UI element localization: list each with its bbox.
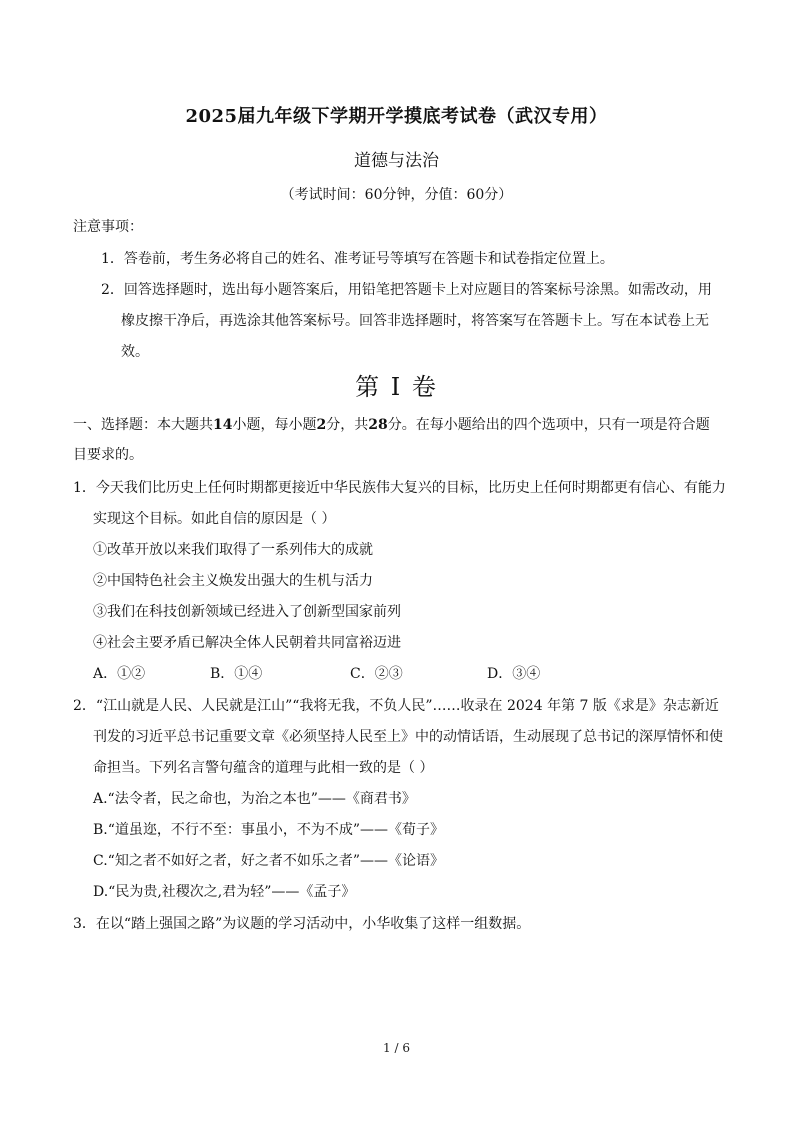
question-2-option-b: B.“道虽迩，不行不至：事虽小，不为不成”——《荀子》 bbox=[93, 822, 445, 838]
question-1-option-c: C．②③ bbox=[350, 666, 403, 682]
subject-title: 道德与法治 bbox=[354, 151, 439, 171]
question-2-line-1: 2．“江山就是人民、人民就是江山”“我将无我，不负人民”……收录在 2024 年第 7 版《求是》杂志新近 bbox=[73, 698, 719, 714]
question-2-option-a: A.“法令者，民之命也，为治之本也”——《商君书》 bbox=[93, 791, 416, 807]
section-1-mid1: 小题，每小题 bbox=[232, 417, 317, 433]
question-1-option-a: A．①② bbox=[93, 666, 146, 682]
score-each: 2 bbox=[316, 417, 327, 433]
question-2-line-2: 刊发的习近平总书记重要文章《必须坚持人民至上》中的动情话语，生动展现了总书记的深厚情怀和使 bbox=[93, 729, 723, 745]
exam-title-year: 2025 bbox=[185, 106, 238, 127]
question-1-statement-1: ①改革开放以来我们取得了一系列伟大的成就 bbox=[93, 542, 373, 558]
notes-heading: 注意事项： bbox=[73, 219, 143, 235]
note-item-2-line-2: 橡皮擦干净后，再选涂其他答案标号。回答非选择题时，将答案写在答题卡上。写在本试卷上无 bbox=[121, 313, 709, 329]
section-1-instructions-line-2: 目要求的。 bbox=[73, 447, 143, 463]
note-item-1: 1．答卷前，考生务必将自己的姓名、准考证号等填写在答题卡和试卷指定位置上。 bbox=[101, 251, 614, 267]
question-1-statement-4: ④社会主要矛盾已解决全体人民朝着共同富裕迈进 bbox=[93, 635, 401, 651]
note-item-2-line-1: 2．回答选择题时，选出每小题答案后，用铅笔把答题卡上对应题目的答案标号涂黑。如需改动，用 bbox=[101, 282, 712, 298]
question-3-line-1: 3．在以“踏上强国之路”为议题的学习活动中，小华收集了这样一组数据。 bbox=[73, 916, 531, 932]
question-count: 14 bbox=[213, 417, 233, 433]
question-1-statement-3: ③我们在科技创新领域已经进入了创新型国家前列 bbox=[93, 604, 401, 620]
question-1-line-2: 实现这个目标。如此自信的原因是（ ） bbox=[93, 511, 336, 527]
exam-title bbox=[0, 102, 793, 128]
exam-info: （考试时间：60分钟，分值：60分） bbox=[280, 187, 513, 203]
question-1-option-d: D．③④ bbox=[487, 666, 541, 682]
question-2-line-3: 命担当。下列名言警句蕴含的道理与此相一致的是（ ） bbox=[93, 760, 434, 776]
question-2-option-d: D.“民为贵,社稷次之,君为轻”——《孟子》 bbox=[93, 884, 356, 900]
section-1-instructions bbox=[73, 414, 710, 434]
exam-title-text: 届九年级下学期开学摸底考试卷（武汉专用） bbox=[237, 106, 608, 127]
question-2-option-c: C.“知之者不如好之者，好之者不如乐之者”——《论语》 bbox=[93, 853, 444, 869]
part-title: 第 I 卷 bbox=[355, 373, 438, 401]
section-1-mid2: 分，共 bbox=[326, 417, 369, 433]
page-number: 1 / 6 bbox=[383, 1041, 410, 1055]
score-total: 28 bbox=[368, 417, 388, 433]
note-item-2-line-3: 效。 bbox=[121, 344, 149, 360]
question-1-option-b: B．①④ bbox=[210, 666, 263, 682]
question-1-line-1: 1．今天我们比历史上任何时期都更接近中华民族伟大复兴的目标，比历史上任何时期都更有信心、有能力 bbox=[73, 480, 726, 496]
section-1-suffix: 分。在每小题给出的四个选项中，只有一项是符合题 bbox=[387, 417, 710, 433]
question-1-statement-2: ②中国特色社会主义焕发出强大的生机与活力 bbox=[93, 573, 373, 589]
section-1-prefix: 一、选择题：本大题共 bbox=[73, 417, 213, 433]
